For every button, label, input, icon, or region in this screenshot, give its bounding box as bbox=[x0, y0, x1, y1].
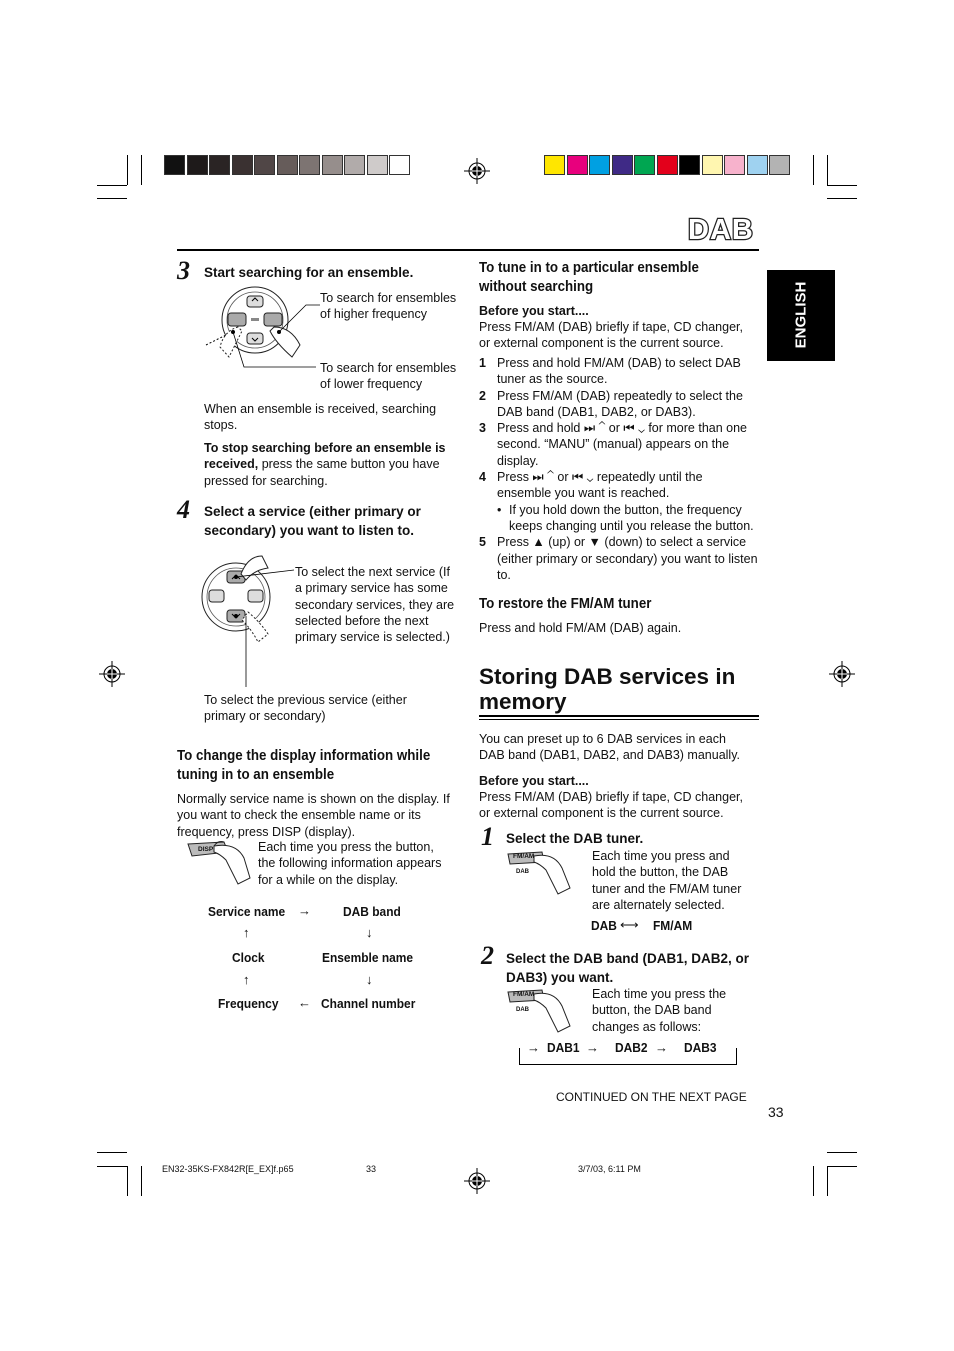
list-item: 4 Press ⏭ ⌃ or ⏮ ⌄ repeatedly until the ensemble you want is reached. bbox=[479, 470, 703, 501]
crop-mark bbox=[141, 1166, 142, 1196]
arrow-right-icon: → bbox=[527, 1040, 540, 1055]
step3-label-lower: To search for ensembles of lower frequency bbox=[320, 361, 457, 392]
step3-number: 3 bbox=[177, 256, 190, 285]
band-dab3: DAB3 bbox=[684, 1040, 717, 1055]
display-info-heading: To change the display information while tuning in to an ensemble bbox=[177, 748, 431, 783]
toggle-dab: DAB bbox=[591, 918, 617, 933]
storing-title-rule-thin bbox=[479, 719, 759, 720]
color-swatch bbox=[589, 155, 610, 175]
crop-mark bbox=[97, 198, 127, 199]
crop-mark bbox=[127, 1166, 128, 1196]
gray-swatch bbox=[299, 155, 320, 175]
arrow-right-icon: → bbox=[298, 903, 311, 918]
color-swatch bbox=[724, 155, 745, 175]
storing-step2-number: 2 bbox=[481, 941, 494, 970]
registration-target-icon bbox=[464, 158, 490, 184]
list-item: 3 Press and hold ⏭ ⌃ or ⏮ ⌄ for more than one second. “MANU” (manual) appears on the display. bbox=[479, 421, 748, 468]
crop-mark bbox=[813, 155, 814, 185]
toggle-fmam: FM/AM bbox=[653, 918, 693, 933]
gray-swatch bbox=[389, 155, 410, 175]
storing-before-text: Press FM/AM (DAB) briefly if tape, CD changer, or external component is the current source. bbox=[479, 790, 743, 821]
arrow-right-icon: → bbox=[655, 1040, 668, 1055]
page-number: 33 bbox=[768, 1104, 784, 1120]
list-item: 5 Press ▲ (up) or ▼ (down) to select a service (either primary or secondary) you want to listen to. bbox=[479, 535, 758, 582]
arrow-up-icon: ↑ bbox=[243, 972, 250, 987]
control-dial-step4-icon bbox=[196, 542, 296, 692]
storing-step2-note: Each time you press the button, the DAB band changes as follows: bbox=[592, 987, 727, 1034]
crop-mark bbox=[97, 185, 127, 186]
tune-steps-list bbox=[479, 355, 759, 583]
storing-intro: You can preset up to 6 DAB services in each DAB band (DAB1, DAB2, and DAB3) manually. bbox=[479, 732, 741, 763]
crop-mark bbox=[827, 185, 857, 186]
dab-logo: DAB bbox=[688, 216, 760, 244]
timestamp: 3/7/03, 6:11 PM bbox=[578, 1164, 641, 1174]
gray-swatch bbox=[344, 155, 365, 175]
color-swatch bbox=[747, 155, 768, 175]
color-swatch bbox=[612, 155, 633, 175]
file-page: 33 bbox=[366, 1164, 377, 1174]
file-name: EN32-35KS-FX842R[E_EX]f.p65 bbox=[162, 1164, 294, 1174]
control-dial-step3-icon bbox=[196, 287, 326, 372]
gray-swatch bbox=[187, 155, 208, 175]
step4-label-prev: To select the previous service (either primary or secondary) bbox=[204, 693, 407, 724]
display-info-body: Normally service name is shown on the display. If you want to check the ensemble name or its frequency, press DISP (display). bbox=[177, 792, 450, 839]
color-swatch bbox=[702, 155, 723, 175]
step3-stop-text: To stop searching before an ensemble is received, press the same button you have pressed for searching. bbox=[204, 441, 446, 488]
language-tab: ENGLISH bbox=[767, 270, 835, 361]
gray-swatch bbox=[322, 155, 343, 175]
step4-title: Select a service (either primary or secondary) you want to listen to. bbox=[204, 504, 421, 538]
gray-swatch bbox=[209, 155, 230, 175]
list-item: • If you hold down the button, the frequency keeps changing until you release the button. bbox=[479, 502, 759, 535]
gray-swatch bbox=[164, 155, 185, 175]
step4-label-next: To select the next service (If a primary service has some secondary services, they are selected before the next primary service is selected.) bbox=[295, 565, 455, 645]
band-dab1: DAB1 bbox=[547, 1040, 580, 1055]
crop-mark bbox=[127, 155, 128, 185]
disp-button-label: DISP bbox=[198, 846, 214, 853]
step3-received-text: When an ensemble is received, searching stops. bbox=[204, 402, 437, 433]
gray-swatch bbox=[367, 155, 388, 175]
registration-target-icon bbox=[464, 1168, 490, 1194]
crop-mark bbox=[813, 1166, 814, 1196]
storing-step2-title: Select the DAB band (DAB1, DAB2, or DAB3) you want. bbox=[506, 951, 750, 985]
continued-text: CONTINUED ON THE NEXT PAGE bbox=[556, 1090, 747, 1104]
list-item: 2 Press FM/AM (DAB) repeatedly to select the DAB band (DAB1, DAB2, or DAB3). bbox=[479, 388, 743, 419]
crop-mark bbox=[827, 1166, 828, 1196]
crop-mark bbox=[827, 198, 857, 199]
gray-swatch bbox=[277, 155, 298, 175]
crop-mark bbox=[97, 1152, 127, 1153]
registration-target-icon bbox=[829, 661, 855, 687]
arrow-both-icon: ⟷ bbox=[620, 917, 639, 932]
fmam-button-label: FM/AM bbox=[513, 991, 535, 998]
restore-text: Press and hold FM/AM (DAB) again. bbox=[479, 621, 682, 635]
crop-mark bbox=[827, 1166, 857, 1167]
cycle-dab-band: DAB band bbox=[343, 904, 401, 919]
crop-mark bbox=[827, 1152, 857, 1153]
restore-heading: To restore the FM/AM tuner bbox=[479, 596, 652, 612]
arrow-down-icon: ↓ bbox=[366, 972, 373, 987]
storing-step1-note: Each time you press and hold the button, the DAB tuner and the FM/AM tuner are alternately selected. bbox=[592, 849, 742, 912]
band-dab2: DAB2 bbox=[615, 1040, 648, 1055]
color-swatch bbox=[634, 155, 655, 175]
step3-title: Start searching for an ensemble. bbox=[204, 265, 414, 280]
gray-swatch bbox=[232, 155, 253, 175]
cycle-ensemble-name: Ensemble name bbox=[322, 950, 414, 965]
dab-button-label: DAB bbox=[516, 869, 529, 875]
color-swatch bbox=[567, 155, 588, 175]
arrow-left-icon: ← bbox=[298, 995, 311, 1010]
color-swatch bbox=[679, 155, 700, 175]
gray-swatch bbox=[254, 155, 275, 175]
crop-mark bbox=[827, 155, 828, 185]
cycle-service-name: Service name bbox=[208, 904, 286, 919]
cycle-channel-number: Channel number bbox=[321, 996, 416, 1011]
tune-before-text: Press FM/AM (DAB) briefly if tape, CD changer, or external component is the current source. bbox=[479, 320, 743, 351]
display-info-note: Each time you press the button, the following information appears for a while on the display. bbox=[258, 840, 442, 887]
tune-before-label: Before you start.... bbox=[479, 304, 589, 318]
cycle-frequency: Frequency bbox=[218, 996, 279, 1011]
storing-before-label: Before you start.... bbox=[479, 774, 589, 788]
arrow-right-icon: → bbox=[586, 1040, 599, 1055]
storing-step1-title: Select the DAB tuner. bbox=[506, 831, 644, 846]
color-swatch bbox=[544, 155, 565, 175]
crop-mark bbox=[141, 155, 142, 185]
arrow-up-icon: ↑ bbox=[243, 925, 250, 940]
tune-particular-heading: To tune in to a particular ensemble without searching bbox=[479, 260, 699, 295]
disp-button-press-icon bbox=[184, 838, 256, 888]
cycle-clock: Clock bbox=[232, 950, 265, 965]
storing-title-rule bbox=[479, 715, 759, 717]
arrow-down-icon: ↓ bbox=[366, 925, 373, 940]
storing-title: Storing DAB services in memory bbox=[479, 664, 736, 714]
top-rule bbox=[177, 249, 759, 251]
list-item: 1 Press and hold FM/AM (DAB) to select DAB tuner as the source. bbox=[479, 356, 741, 387]
color-swatch bbox=[769, 155, 790, 175]
crop-mark bbox=[97, 1166, 127, 1167]
fmam-button-label: FM/AM bbox=[513, 853, 535, 860]
step3-label-higher: To search for ensembles of higher frequency bbox=[320, 291, 457, 322]
step4-number: 4 bbox=[177, 495, 190, 524]
registration-target-icon bbox=[99, 661, 125, 687]
color-swatch bbox=[657, 155, 678, 175]
dab-button-label: DAB bbox=[516, 1007, 529, 1013]
storing-step1-number: 1 bbox=[481, 822, 494, 851]
